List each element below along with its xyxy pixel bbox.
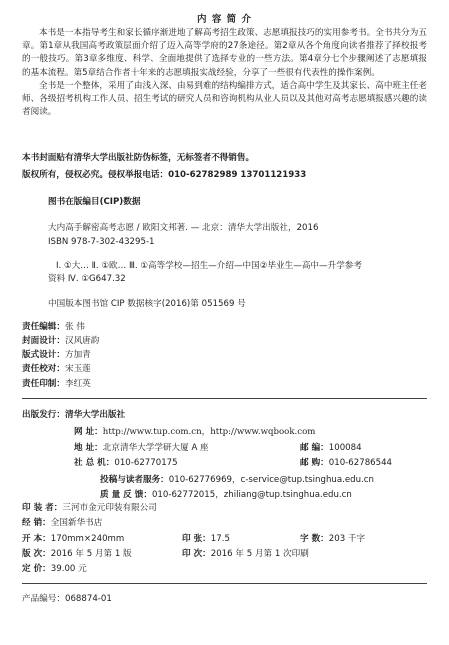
cip-line-title: 大内高手解密高考志愿 / 欧阳文邦著. — 北京：清华大学出版社，2016 [48, 223, 319, 233]
sheets-row: 印 张：17.5 [182, 534, 230, 544]
intro-paragraph-2: 全书是一个整体，采用了由浅入深、由易到难的结构编排方式，适合高中学生及其家长、高中班主任老师、各级招考机构工作人员、招生考试的研究人员和咨询机构从业人员以及其他对高考志愿填报感兴趣的读者阅读。 [22, 80, 427, 118]
format-row: 开 本：170mm×240mm [22, 534, 125, 544]
publisher-postcode: 邮 编：100084 [300, 443, 362, 453]
cip-line-number: 中国版本图书馆 CIP 数据核字(2016)第 051569 号 [48, 299, 246, 309]
divider [22, 583, 427, 584]
staff-row: 责任印制：李红英 [22, 379, 91, 389]
distributor-row: 经 销：全国新华书店 [22, 518, 103, 528]
staff-row: 封面设计：汉风唐韵 [22, 336, 100, 346]
cip-line-class: 资料 Ⅳ. ①G647.32 [48, 274, 126, 284]
staff-row: 责任校对：宋玉莲 [22, 364, 91, 374]
staff-row: 责任编辑：张 伟 [22, 322, 85, 332]
publisher-mailorder: 邮 购：010-62786544 [300, 458, 393, 468]
product-number: 产品编号：068874-01 [22, 594, 112, 604]
edition-row: 版 次：2016 年 5 月第 1 版 [22, 549, 132, 559]
wordcount-row: 字 数：203 千字 [300, 534, 366, 544]
cip-line-subjects: Ⅰ. ①大… Ⅱ. ①欧… Ⅲ. ①高等学校—招生—介绍—中国②毕业生—高中—升学参考 [56, 261, 362, 271]
cip-heading: 图书在版编目(CIP)数据 [48, 197, 141, 207]
staff-row: 版式设计：方加青 [22, 350, 91, 360]
publisher-service: 投稿与读者服务：010-62776969，c-service@tup.tsinghua.edu.cn [100, 475, 374, 485]
impression-row: 印 次：2016 年 5 月第 1 次印刷 [182, 549, 309, 559]
publisher-address: 地 址：北京清华大学学研大厦 A 座 [74, 443, 209, 453]
price-row: 定 价：39.00 元 [22, 564, 87, 574]
publisher-row: 出版发行：清华大学出版社 [22, 410, 126, 420]
intro-text [22, 27, 427, 119]
copyright-notice: 版权所有，侵权必究。侵权举报电话：010-62782989 13701121933 [22, 170, 307, 180]
publisher-switchboard: 社 总 机：010-62770175 [74, 458, 178, 468]
intro-paragraph-1: 本书是一本指导考生和家长循序渐进地了解高考招生政策、志愿填报技巧的实用参考书。全书共分为五章。第1章从我国高考政策层面介绍了迈入高等学府的27条途径。第2章从各个角度向读者推荐了择校报考的一般技巧。第3章多维度、科学、全面地提供了选择专业的一些方法。第4章分七个步骤阐述了志愿填报的基本流程。第5章结合作者十年来的志愿填报实战经验，分享了一些很有代表性的操作案例。 [22, 28, 427, 78]
cip-line-isbn: ISBN 978-7-302-43295-1 [48, 237, 155, 247]
section-title: 内 容 简 介 [197, 14, 252, 25]
printer-row: 印 装 者：三河市金元印装有限公司 [22, 503, 157, 513]
anti-fake-notice: 本书封面贴有清华大学出版社防伪标签，无标签者不得销售。 [22, 153, 255, 163]
divider [22, 398, 427, 399]
publisher-feedback: 质 量 反 馈：010-62772015，zhiliang@tup.tsinghua.edu.cn [100, 490, 352, 500]
publisher-web: 网 址：http://www.tup.com.cn，http://www.wqbook.com [74, 427, 316, 437]
